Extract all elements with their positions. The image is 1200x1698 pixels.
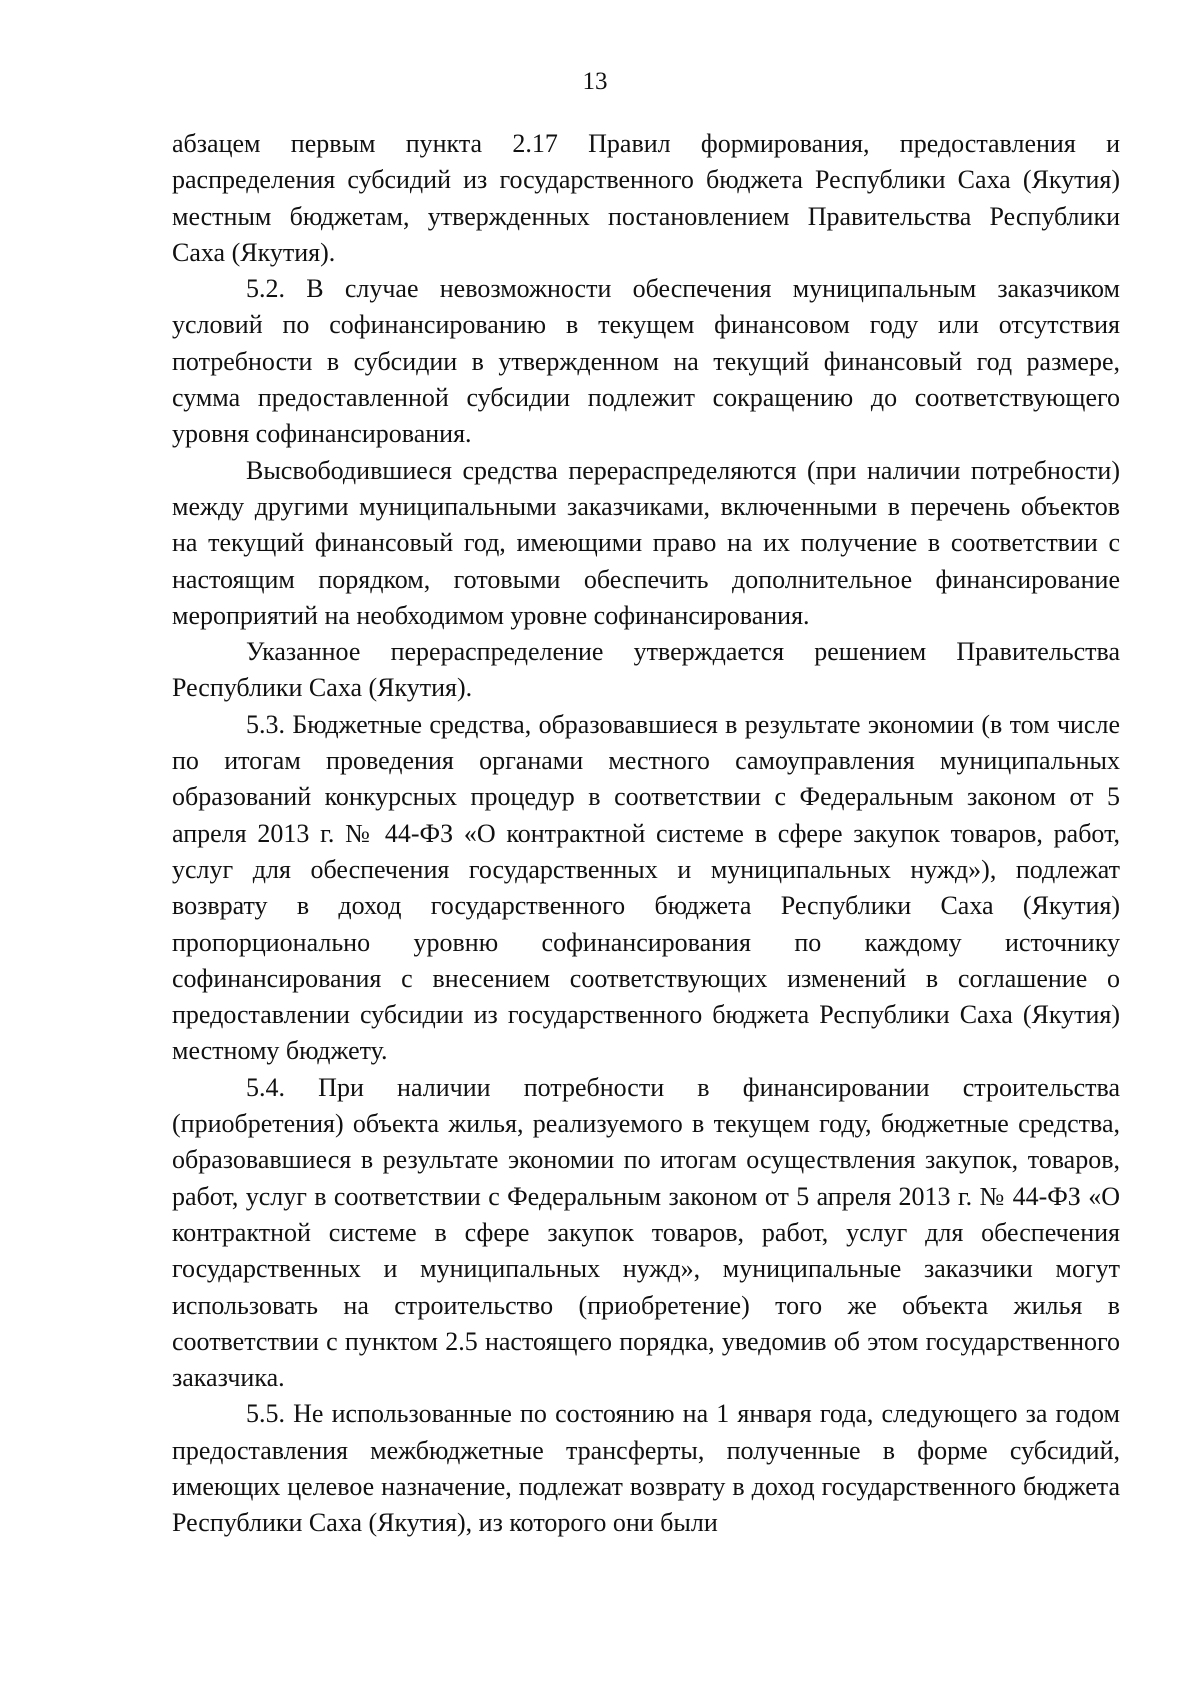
paragraph-5-4: 5.4. При наличии потребности в финансировании строительства (приобретения) объекта жилья, реализуемого в текущем году, бюджетные средства, образовавшиеся в результате экономии по итогам осуществления закупок, товаров, работ, услуг в соответствии с Федеральным законом от 5 апреля 2013 г. № 44-ФЗ «О контрактной системе в сфере закупок товаров, работ, услуг для обеспечения государственных и муниципальных нужд», муниципальные заказчики могут использовать на строительство (приобретение) того же объекта жилья в соответствии с пунктом 2.5 настоящего порядка, уведомив об этом государственного заказчика. (172, 1072, 1120, 1393)
paragraph-continuation: абзацем первым пункта 2.17 Правил формирования, предоставления и распределения субсидий из государственного бюджета Республики Саха (Якутия) местным бюджетам, утвержденных постановлением Правительства Республики Саха (Якутия). (172, 129, 1120, 267)
paragraph-5-3: 5.3. Бюджетные средства, образовавшиеся в результате экономии (в том числе по итогам проведения органами местного самоуправления муниципальных образований конкурсных процедур в соответствии с Федеральным законом от 5 апреля 2013 г. № 44-ФЗ «О контрактной системе в сфере закупок товаров, работ, услуг для обеспечения государственных и муниципальных нужд»), подлежат возврату в доход государственного бюджета Республики Саха (Якутия) пропорционально уровню софинансирования по каждому источнику софинансирования с внесением соответствующих изменений в соглашение о предоставлении субсидии из государственного бюджета Республики Саха (Якутия) местному бюджету. (172, 709, 1120, 1066)
document-body (172, 126, 1120, 1542)
page-number: 13 (582, 68, 608, 95)
paragraph-5-2: 5.2. В случае невозможности обеспечения муниципальным заказчиком условий по софинансированию в текущем финансовом году или отсутствия потребности в субсидии в утвержденном на текущий финансовый год размере, сумма предоставленной субсидии подлежит сокращению до соответствующего уровня софинансирования. (172, 274, 1120, 449)
paragraph-redistribution: Высвободившиеся средства перераспределяются (при наличии потребности) между другими муниципальными заказчиками, включенными в перечень объектов на текущий финансовый год, имеющими право на их получение в соответствии с настоящим порядком, готовыми обеспечить дополнительное финансирование мероприятий на необходимом уровне софинансирования. (172, 455, 1120, 630)
paragraph-5-5: 5.5. Не использованные по состоянию на 1 января года, следующего за годом предоставления межбюджетные трансферты, полученные в форме субсидий, имеющих целевое назначение, подлежат возврату в доход государственного бюджета Республики Саха (Якутия), из которого они были (172, 1399, 1120, 1538)
paragraph-approval: Указанное перераспределение утверждается решением Правительства Республики Саха (Якутия). (172, 637, 1120, 703)
